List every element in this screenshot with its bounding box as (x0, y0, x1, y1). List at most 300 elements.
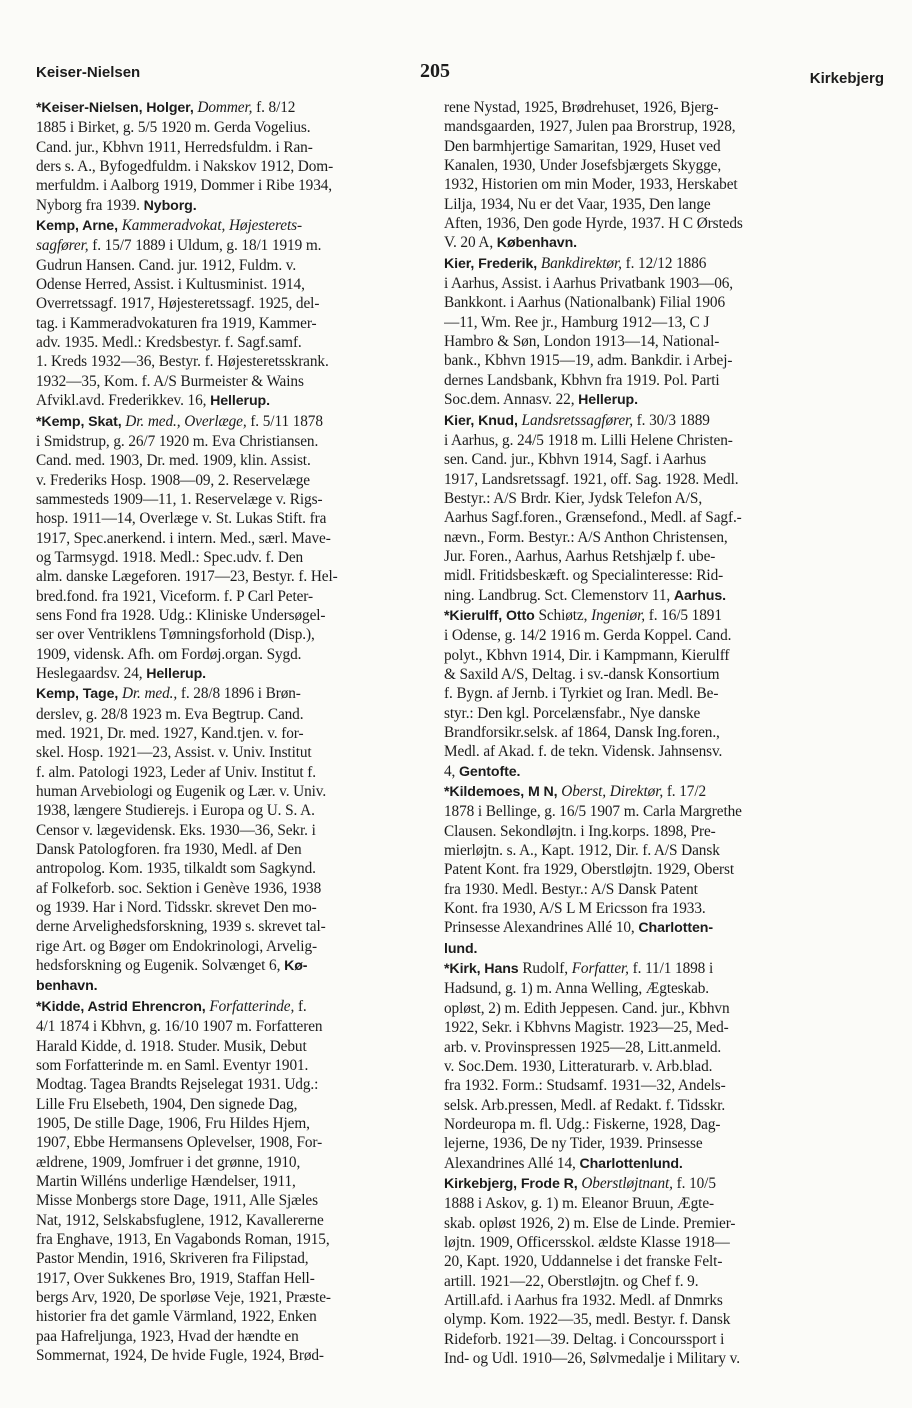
entry-text: Soc.dem. Annasv. 22, (444, 391, 579, 409)
entry-line (36, 1133, 454, 1152)
entry-line (36, 1037, 454, 1056)
entry-line (444, 1194, 864, 1213)
entry-line (444, 371, 864, 390)
biography-entry (444, 959, 864, 1174)
entry-title: Oberstløjtnant, (581, 1174, 673, 1192)
entry-line (36, 391, 454, 411)
entry-line (444, 175, 864, 194)
entry-text: som Forfatterinde m. en Saml. Eventyr 1901. (36, 1056, 309, 1074)
entry-line (36, 216, 454, 236)
entry-line (36, 1017, 454, 1036)
entry-text: olymp. Kom. 1922—35, medl. Bestyr. f. Dansk (444, 1311, 731, 1329)
entry-text: 1905, De stille Dage, 1906, Fru Hildes Hjem, (36, 1114, 310, 1132)
biography-entry (444, 98, 864, 254)
entry-text: derslev, g. 28/8 1923 m. Eva Begtrup. Cand. (36, 705, 304, 723)
entry-line (36, 997, 454, 1017)
entry-text: og 1939. Har i Nord. Tidsskr. skrevet Den mo- (36, 899, 317, 917)
entry-line (444, 1174, 864, 1194)
entry-text: Den barmhjertige Samaritan, 1929, Huset ved (444, 137, 721, 155)
entry-line (36, 196, 454, 216)
entry-line (444, 470, 864, 489)
entry-line (444, 626, 864, 645)
entry-line (36, 157, 454, 176)
entry-text: Gudrun Hansen. Cand. jur. 1912, Fuldm. v. (36, 256, 297, 274)
entry-text: f. 10/5 (672, 1174, 716, 1192)
entry-line (444, 762, 864, 782)
entry-line (444, 646, 864, 665)
entry-line (36, 314, 454, 333)
entry-text: Medl. af Akad. f. de tekn. Vidensk. Jahnsensv. (444, 743, 723, 761)
entry-text: 1878 i Bellinge, g. 16/5 1907 m. Carla Margrethe (444, 803, 742, 821)
entry-text: 1932—35, Kom. f. A/S Burmeister & Wains (36, 372, 304, 390)
entry-line (444, 547, 864, 566)
entry-text: Cand. jur., Kbhvn 1911, Herredsfuldm. i Ran- (36, 138, 313, 156)
entry-text: Heslegaardsv. 24, (36, 664, 147, 682)
entry-text: v. Frederiks Hosp. 1908—09, 2. Reservelæge (36, 471, 310, 489)
entry-line (36, 1288, 454, 1307)
entry-text: derne Arvelighedsforskning, 1939 s. skrevet tal- (36, 918, 326, 936)
entry-text: styr.: Den kgl. Porcelænsfabr., Nye danske (444, 704, 701, 722)
biography-entry (444, 254, 864, 411)
entry-line (444, 1272, 864, 1291)
entry-line (36, 937, 454, 956)
entry-line (36, 1269, 454, 1288)
entry-line (444, 1154, 864, 1174)
entry-text: Bestyr.: A/S Brdr. Kier, Jydsk Telefon A/S, (444, 489, 703, 507)
entry-text: Misse Monbergs store Dage, 1911, Alle Sjæles (36, 1192, 318, 1210)
entry-name: *Kierulff, Otto (444, 607, 535, 624)
entry-line (444, 137, 864, 156)
entry-text: 1917, Spec.anerkend. i intern. Med., særl. Mave- (36, 529, 331, 547)
entry-text: ning. Landbrug. Sct. Clemenstorv 11, (444, 586, 674, 604)
entry-text: V. 20 A, (444, 234, 497, 252)
entry-text: paa Hafreljunga, 1923, Hvad der hændte en (36, 1327, 299, 1345)
entry-line (36, 898, 454, 917)
entry-line (444, 195, 864, 214)
entry-text: i Aarhus, Assist. i Aarhus Privatbank 1903—06, (444, 275, 734, 293)
entry-line (444, 1310, 864, 1329)
biography-entry (36, 684, 454, 997)
entry-line (444, 1018, 864, 1037)
entry-name: Kirkebjerg, Frode R, (444, 1175, 578, 1192)
entry-text: ser over Ventriklens Tømningsforhold (Disp.), (36, 626, 315, 644)
entry-text: 1. Kreds 1932—36, Bestyr. f. Højesteretsskrank. (36, 353, 329, 371)
entry-name: Kemp, Arne, (36, 218, 118, 235)
entry-text: selsk. Arb.pressen, Medl. af Redakt. f. Tidsskr. (444, 1096, 726, 1114)
entry-line (444, 742, 864, 761)
entry-text: sens Fond fra 1928. Udg.: Kliniske Undersøgel- (36, 606, 326, 624)
entry-text: 4/1 1874 i Kbhvn, g. 16/10 1907 m. Forfatteren (36, 1018, 323, 1036)
entry-line (444, 704, 864, 723)
entry-title: Ingeniør, (591, 606, 645, 624)
entry-name: *Kirk, Hans (444, 961, 519, 978)
entry-text: f. 30/3 1889 (632, 411, 710, 429)
biography-entry (36, 412, 454, 685)
entry-text: Schiøtz, (534, 606, 592, 624)
entry-line (36, 1075, 454, 1094)
entry-text: i Aarhus, g. 24/5 1918 m. Lilli Helene Christen- (444, 431, 733, 449)
entry-line (36, 1307, 454, 1326)
entry-line (444, 566, 864, 585)
biography-entry (444, 411, 864, 606)
entry-text: adv. 1935. Medl.: Kredsbestyr. f. Sagf.samf. (36, 334, 302, 352)
entry-address: Charlotten- (638, 920, 713, 937)
entry-line (36, 1249, 454, 1268)
entry-title: Dr. med., (121, 685, 178, 703)
entry-text: skel. Hosp. 1921—23, Assist. v. Univ. Institut (36, 744, 312, 762)
entry-line (444, 313, 864, 332)
entry-line (36, 275, 454, 294)
entry-text: historier fra det gamle Värmland, 1922, Enken (36, 1308, 317, 1326)
entry-line (444, 1214, 864, 1233)
entry-text: Nordeuropa m. fl. Udg.: Fiskerne, 1928, Dag- (444, 1115, 721, 1133)
entry-name: *Kildemoes, M N, (444, 784, 558, 801)
entry-address: lund. (444, 940, 478, 957)
entry-text: nævn., Form. Bestyr.: A/S Anthon Christensen, (444, 528, 728, 546)
entry-text: Clausen. Sekondløjtn. i Ing.korps. 1898, Pre- (444, 822, 716, 840)
entry-text: og Tarmsygd. 1918. Medl.: Spec.udv. f. Den (36, 548, 304, 566)
entry-line (36, 1230, 454, 1249)
entry-text: bank., Kbhvn 1915—19, adm. Bankdir. i Arbej- (444, 352, 733, 370)
entry-text: Ind- og Udl. 1910—26, Sølvmedalje i Military v. (444, 1350, 740, 1367)
entry-line (36, 1346, 454, 1365)
entry-text: Harald Kidde, d. 1918. Studer. Musik, Debut (36, 1037, 307, 1055)
entry-text: rige Art. og Bøger om Endokrinologi, Arvelig- (36, 937, 318, 955)
entry-line (444, 880, 864, 899)
entry-line (444, 1096, 864, 1115)
entry-line (36, 529, 454, 548)
entry-line (444, 822, 864, 841)
entry-text: Prinsesse Alexandrines Allé 10, (444, 919, 639, 937)
entry-text: Jur. Foren., Aarhus, Aarhus Retshjælp f. ube- (444, 547, 716, 565)
entry-text: Rudolf, (518, 960, 572, 978)
entry-text: fra 1930. Medl. Bestyr.: A/S Dansk Patent (444, 880, 698, 898)
entry-name: *Kidde, Astrid Ehrencron, (36, 998, 206, 1015)
entry-text: f. 16/5 1891 (645, 606, 722, 624)
entry-text: skab. opløst 1926, 2) m. Else de Linde. Premier- (444, 1214, 736, 1232)
entry-line (444, 1038, 864, 1057)
entry-line (36, 372, 454, 391)
entry-line (444, 1330, 864, 1349)
entry-text: Hambro & Søn, London 1913—14, National- (444, 333, 720, 351)
entry-text: f. 12/12 1886 (621, 254, 707, 272)
entry-line (444, 606, 864, 626)
entry-address: benhavn. (36, 978, 98, 995)
left-column (36, 98, 454, 1365)
entry-line (444, 98, 864, 117)
entry-line (36, 138, 454, 157)
page-number: 205 (420, 60, 450, 82)
biography-entry (444, 606, 864, 782)
entry-address: Charlottenlund. (579, 1155, 683, 1172)
entry-text: Kanalen, 1930, Under Josefsbjærgets Skygge, (444, 157, 722, 175)
entry-text: Aften, 1936, Den gode Hyrde, 1937. H C Ørsteds (444, 215, 743, 233)
entry-text: Rideforb. 1921—39. Deltag. i Concourssport i (444, 1330, 725, 1348)
entry-line (444, 860, 864, 879)
entry-line (36, 1211, 454, 1230)
entry-text: 1922, Sekr. i Kbhvns Magistr. 1923—25, Med- (444, 1019, 729, 1037)
entry-text: alm. danske Lægeforen. 1917—23, Bestyr. f. Hel- (36, 568, 338, 586)
entry-text: Artill.afd. i Aarhus fra 1932. Medl. af Dnmrks (444, 1291, 723, 1309)
entry-name: Kier, Knud, (444, 412, 518, 429)
biography-entry (36, 997, 454, 1366)
entry-line (36, 879, 454, 898)
entry-line (36, 471, 454, 490)
entry-line (444, 918, 864, 938)
entry-line (36, 176, 454, 195)
entry-text: 1917, Over Sukkenes Bro, 1919, Staffan Hell- (36, 1269, 315, 1287)
entry-line (444, 939, 864, 959)
entry-text: mierløjtn. s. A., Kapt. 1912, Dir. f. A/S Dansk (444, 842, 720, 860)
entry-text: sen. Cand. jur., Kbhvn 1914, Sagf. i Aarhus (444, 451, 707, 469)
entry-text: —11, Wm. Ree jr., Hamburg 1912—13, C J (444, 313, 710, 331)
entry-address: Nyborg. (143, 197, 197, 214)
entry-text: f. 28/8 1896 i Brøn- (177, 685, 301, 703)
entry-text: 1932, Historien om min Moder, 1933, Herskabet (444, 176, 738, 194)
entry-text: Bankkont. i Aarhus (Nationalbank) Filial 1906 (444, 294, 726, 312)
entry-text: human Arvebiologi og Eugenik og Lær. v. Univ. (36, 783, 327, 801)
entry-line (36, 412, 454, 432)
entry-line (444, 782, 864, 802)
entry-text: f. 15/7 1889 i Uldum, g. 18/1 1919 m. (88, 237, 322, 255)
entry-line (444, 802, 864, 821)
entry-line (444, 233, 864, 253)
entry-address: Kø- (284, 958, 308, 975)
entry-address: Gentofte. (459, 763, 521, 780)
entry-line (36, 801, 454, 820)
entry-line (36, 1056, 454, 1075)
entry-address: Hellerup. (146, 665, 207, 682)
entry-text: Kont. fra 1930, A/S L M Ericsson fra 1933. (444, 900, 706, 918)
entry-line (36, 98, 454, 118)
entry-text: Censor v. lægevidensk. Eks. 1930—36, Sekr. i (36, 821, 316, 839)
entry-text: hosp. 1911—14, Overlæge v. St. Lukas Stift. fra (36, 510, 327, 528)
entry-address: København. (496, 235, 577, 252)
entry-line (36, 294, 454, 313)
entry-line (444, 489, 864, 508)
entry-line (444, 390, 864, 410)
entry-line (444, 254, 864, 274)
entry-name: *Kemp, Skat, (36, 413, 122, 430)
entry-line (36, 490, 454, 509)
biography-entry (36, 216, 454, 411)
entry-text: f. 11/1 1898 i (628, 960, 714, 978)
entry-line (444, 899, 864, 918)
entry-line (36, 451, 454, 470)
entry-line (444, 508, 864, 527)
entry-text: hedsforskning og Eugenik. Solvænget 6, (36, 957, 285, 975)
entry-line (444, 841, 864, 860)
entry-line (444, 450, 864, 469)
entry-text: Lilja, 1934, Nu er det Vaar, 1935, Den lange (444, 195, 711, 213)
entry-title: Oberst, Direktør, (561, 783, 664, 801)
entry-line (444, 351, 864, 370)
entry-text: Nat, 1912, Selskabsfuglene, 1912, Kavallererne (36, 1211, 324, 1229)
entry-text: Hadsund, g. 1) m. Anna Welling, Ægteskab. (444, 980, 710, 998)
entry-text: f. alm. Patologi 1923, Leder af Univ. Institut f. (36, 763, 317, 781)
entry-line (36, 509, 454, 528)
entry-line (444, 1291, 864, 1310)
entry-text: Alexandrines Allé 14, (444, 1154, 580, 1172)
entry-line (36, 684, 454, 704)
entry-text: Overretssagf. 1917, Højesteretssagf. 1925, del- (36, 295, 320, 313)
entry-title: Landsretssagfører, (521, 411, 633, 429)
entry-line (444, 411, 864, 431)
entry-title: Dommer, (197, 99, 253, 116)
entry-line (444, 1134, 864, 1153)
entry-line (444, 665, 864, 684)
entry-text: Aarhus Sagf.foren., Grænsefond., Medl. af Sagf.- (444, 509, 742, 527)
entry-name: *Keiser-Nielsen, Holger, (36, 100, 194, 116)
entry-line (36, 917, 454, 936)
entry-title: Dr. med., Overlæge, (125, 412, 247, 430)
entry-line (36, 705, 454, 724)
entry-line (36, 1327, 454, 1346)
entry-line (444, 959, 864, 979)
entry-text: 1885 i Birket, g. 5/5 1920 m. Gerda Vogelius. (36, 119, 311, 137)
entry-text: bred.fond. fra 1921, Viceform. f. P Carl Peter- (36, 587, 313, 605)
entry-line (36, 1114, 454, 1133)
header-left-name: Keiser-Nielsen (36, 64, 141, 81)
entry-line (36, 1191, 454, 1210)
entry-text: af Folkeforb. soc. Sektion i Genève 1936, 1938 (36, 879, 322, 897)
entry-text: Odense Herred, Assist. i Kultusminist. 1914, (36, 276, 305, 294)
entry-text: Sommernat, 1924, De hvide Fugle, 1924, Brød- (36, 1347, 324, 1364)
entry-text: fra 1932. Form.: Studsamf. 1931—32, Andels- (444, 1077, 726, 1095)
entry-line (36, 333, 454, 352)
entry-line (444, 1252, 864, 1271)
entry-text: i Smidstrup, g. 26/7 1920 m. Eva Christiansen. (36, 432, 319, 450)
entry-text: 20, Kapt. 1920, Uddannelse i det franske Felt- (444, 1253, 723, 1271)
entry-line (444, 528, 864, 547)
biography-entry (444, 1174, 864, 1368)
entry-line (444, 274, 864, 293)
entry-address: Hellerup. (210, 393, 270, 410)
entry-title: Bankdirektør, (540, 254, 622, 272)
entry-line (36, 567, 454, 586)
entry-line (36, 606, 454, 625)
entry-text: 4, (444, 762, 459, 780)
entry-line (444, 1076, 864, 1095)
entry-line (36, 236, 454, 255)
entry-text: Martin Willéns underlige Hændelser, 1911, (36, 1172, 296, 1190)
entry-line (36, 859, 454, 878)
entry-line (36, 782, 454, 801)
entry-text: f. Bygn. af Jernb. i Tyrkiet og Iran. Medl. Be- (444, 685, 719, 703)
entry-text: v. Soc.Dem. 1930, Litteraturarb. v. Arb.blad. (444, 1057, 713, 1075)
entry-text: sammesteds 1909—11, 1. Reservelæge v. Rigs- (36, 490, 323, 508)
entry-text: ders s. A., Byfogedfuldm. i Nakskov 1912, Dom- (36, 158, 334, 176)
running-header (36, 58, 884, 88)
entry-line (444, 293, 864, 312)
entry-text: & Saxild A/S, Deltag. i sv.-dansk Konsortium (444, 665, 720, 683)
entry-line (36, 821, 454, 840)
entry-text: 1909, vidensk. Afh. om Fordøj.organ. Sygd. (36, 645, 302, 663)
entry-title: Kammeradvokat, Højesterets- (121, 217, 302, 235)
entry-line (36, 956, 454, 976)
header-right-name: Kirkebjerg (809, 70, 884, 87)
entry-text: med. 1921, Dr. med. 1927, Kand.tjen. v. for- (36, 725, 304, 742)
entry-text: f. (294, 997, 307, 1015)
entry-line (36, 1172, 454, 1191)
entry-line (36, 976, 454, 996)
entry-line (36, 743, 454, 762)
entry-line (36, 587, 454, 606)
entry-line (444, 1057, 864, 1076)
entry-line (444, 1233, 864, 1252)
entry-line (444, 979, 864, 998)
entry-title: sagfører, (36, 237, 89, 255)
entry-line (444, 684, 864, 703)
entry-text: Cand. med. 1903, Dr. med. 1909, klin. Assist. (36, 452, 311, 470)
entry-text: mandsgaarden, 1927, Julen paa Brorstrup, 1928, (444, 118, 736, 136)
entry-text: merfuldm. i Aalborg 1919, Dommer i Ribe 1934, (36, 177, 333, 195)
entry-text: Lille Fru Elsebeth, 1904, Den signede Dag, (36, 1095, 298, 1113)
entry-text: løjtn. 1909, Officersskol. ældste Klasse 1918— (444, 1233, 730, 1251)
entry-line (36, 763, 454, 782)
entry-line (444, 332, 864, 351)
biography-entry (36, 98, 454, 216)
entry-text: midl. Fritidsbeskæft. og Specialinteresse: Rid- (444, 567, 724, 585)
entry-line (444, 999, 864, 1018)
entry-text: f. 5/11 1878 (246, 412, 323, 430)
entry-text: f. 8/12 (252, 99, 296, 116)
entry-text: 1938, længere Studierejs. i Europa og U. S. A. (36, 802, 315, 820)
entry-text: antropolog. Kom. 1935, tilkaldt som Sagkynd. (36, 860, 316, 878)
entry-line (36, 1095, 454, 1114)
entry-text: Pastor Mendin, 1916, Skriveren fra Filipstad, (36, 1250, 309, 1268)
entry-text: Modtag. Tagea Brandts Rejselegat 1931. Udg.: (36, 1076, 319, 1094)
entry-text: opløst, 2) m. Edith Jeppesen. Cand. jur., Kbhvn (444, 999, 730, 1017)
entry-name: Kier, Frederik, (444, 255, 538, 272)
entry-text: i Odense, g. 14/2 1916 m. Gerda Koppel. Cand. (444, 627, 732, 645)
entry-line (36, 118, 454, 137)
entry-line (444, 117, 864, 136)
entry-line (444, 723, 864, 742)
entry-text: dernes Landsbank, Kbhvn fra 1919. Pol. Parti (444, 371, 720, 389)
entry-line (36, 256, 454, 275)
entry-line (36, 664, 454, 684)
entry-line (36, 625, 454, 644)
entry-line (36, 645, 454, 664)
entry-text: 1888 i Askov, g. 1) m. Eleanor Bruun, Ægte- (444, 1195, 715, 1213)
entry-text: tag. i Kammeradvokaturen fra 1919, Kammer- (36, 314, 317, 332)
entry-text: polyt., Kbhvn 1914, Dir. i Kampmann, Kierulff (444, 646, 730, 664)
entry-title: Forfatterinde, (209, 997, 295, 1015)
entry-line (36, 840, 454, 859)
entry-text: Brandforsikr.selsk. af 1864, Dansk Ing.foren., (444, 724, 720, 741)
right-column (444, 98, 864, 1368)
entry-name: Kemp, Tage, (36, 686, 119, 703)
entry-text: f. 17/2 (663, 783, 707, 801)
entry-line (444, 156, 864, 175)
entry-line (36, 1153, 454, 1172)
entry-text: ældrene, 1909, Jomfruer i det grønne, 1910, (36, 1153, 301, 1171)
entry-line (36, 352, 454, 371)
entry-line (444, 214, 864, 233)
entry-address: Hellerup. (578, 392, 638, 409)
entry-text: Nyborg fra 1939. (36, 196, 144, 214)
entry-text: Patent Kont. fra 1929, Oberstløjtn. 1929, Oberst (444, 861, 735, 879)
entry-text: bergs Arv, 1920, De sporløse Veje, 1921, Præste- (36, 1288, 331, 1306)
entry-text: Afvikl.avd. Frederikkev. 16, (36, 392, 211, 410)
entry-text: Dansk Patologforen. fra 1930, Medl. af Den (36, 841, 302, 859)
entry-line (444, 1115, 864, 1134)
entry-text: artill. 1921—22, Oberstløjtn. og Chef f. 9. (444, 1272, 699, 1290)
entry-line (444, 586, 864, 606)
entry-text: rene Nystad, 1925, Brødrehuset, 1926, Bjerg- (444, 99, 719, 116)
entry-line (444, 431, 864, 450)
